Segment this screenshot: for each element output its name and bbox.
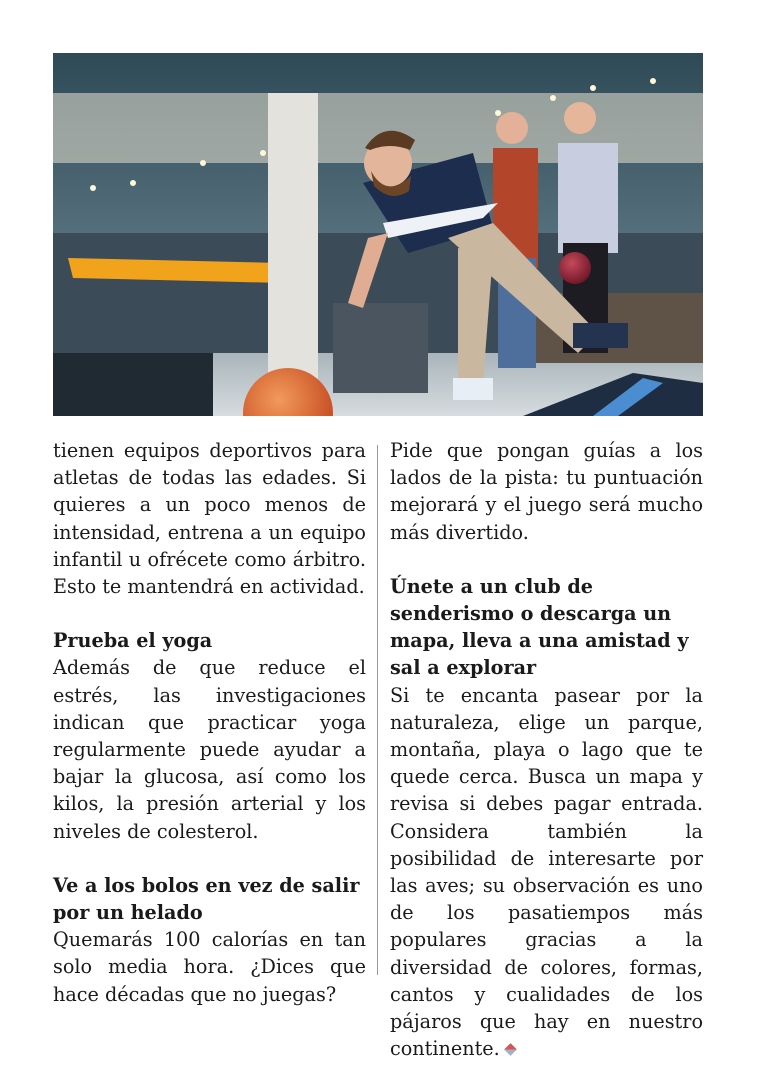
hiking-paragraph [390,682,703,1063]
hiking-paragraph-text: Si te encanta pasear por la naturaleza, elige un parque, montaña, playa o lago que te quede cerca. Busca un mapa y revisa si debes pagar entrada. Considera también la posibilidad de interesarte por las aves; su observación es uno de los pasatiempos más populares gracias a la diversidad de colores, formas, cantos y cualidades de los pájaros que hay en nuestro continente. [390,683,703,1061]
bowling-paragraph: Quemarás 100 calorías en tan solo media hora. ¿Dices que hace décadas que no juegas? [53,928,366,1006]
bowling-continued-paragraph: Pide que pongan guías a los lados de la pista: tu puntuación mejorará y el juego será mucho más divertido. [390,439,703,544]
yoga-heading: Prueba el yoga [53,629,213,653]
bowling-photo [53,53,703,416]
bowling-heading: Ve a los bolos en vez de salir por un helado [53,873,360,925]
bowling-photo-illustration [53,53,703,416]
yoga-paragraph: Además de que reduce el estrés, las investigaciones indican que practicar yoga regularmente puede ayudar a bajar la glucosa, así como los kilos, la presión arterial y los niveles de colesterol. [53,656,366,843]
column-divider [377,445,378,975]
left-column [53,437,366,1008]
right-column [390,437,703,1062]
hiking-heading: Únete a un club de senderismo o descarga un mapa, lleva a una amistad y sal a explorar [390,574,689,680]
diamond-end-mark-icon [504,1043,517,1056]
intro-paragraph: tienen equipos deportivos para atletas de todas las edades. Si quieres a un poco menos de intensidad, entrena a un equipo infantil u ofrécete como árbitro. Esto te mantendrá en actividad. [53,439,366,599]
